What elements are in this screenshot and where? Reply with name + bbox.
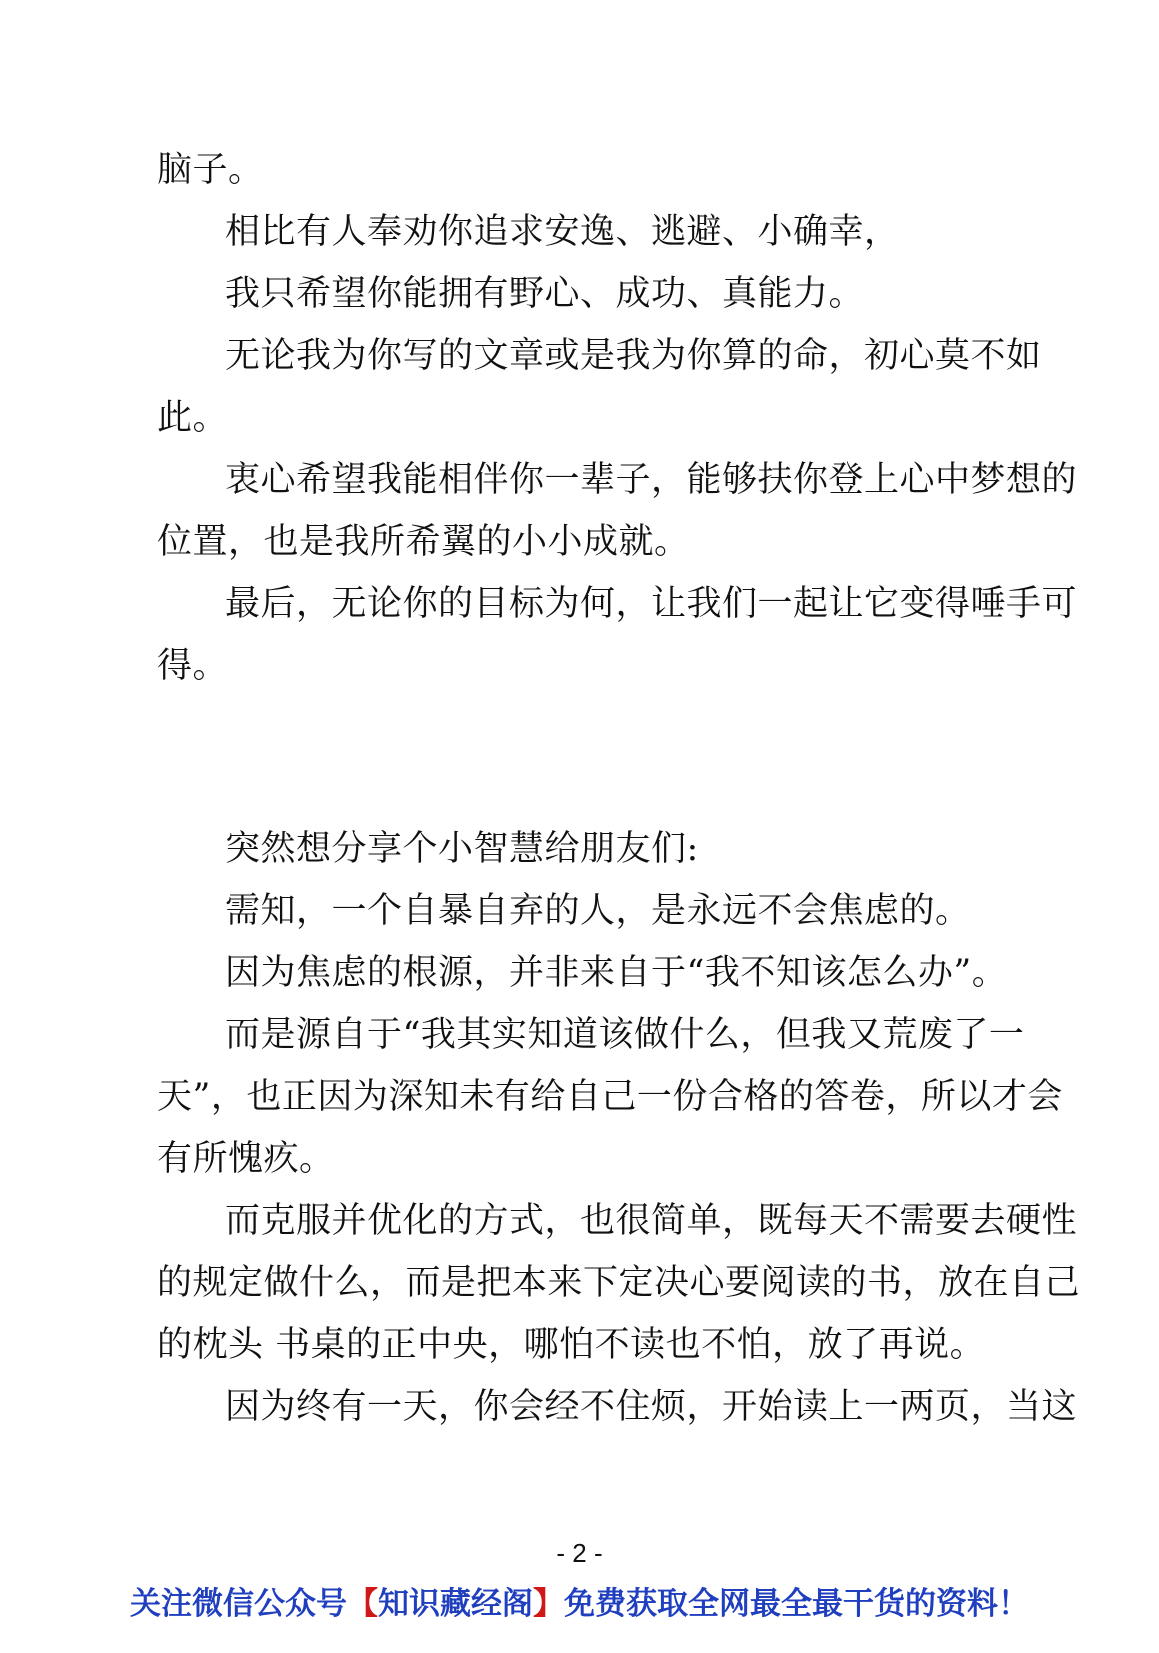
paragraph-line: 我只希望你能拥有野心、成功、真能力。 (225, 274, 865, 314)
footer-bracket-open: 【 (347, 1586, 378, 1622)
paragraph-line: 因为焦虑的根源，并非来自于“我不知该怎么办”。 (225, 953, 1008, 993)
paragraph-line: 得。 (157, 646, 229, 686)
paragraph-line: 衷心希望我能相伴你一辈子，能够扶你登上心中梦想的 (225, 460, 1078, 500)
paragraph-line: 有所愧疚。 (157, 1139, 335, 1179)
footer-prefix: 关注微信公众号 (130, 1586, 347, 1622)
paragraph-line: 脑子。 (157, 150, 264, 190)
paragraph-line: 因为终有一天，你会经不住烦，开始读上一两页，当这 (225, 1387, 1078, 1427)
footer-banner (0, 1584, 1159, 1624)
footer-account-name: 知识藏经阁 (378, 1586, 533, 1622)
paragraph-line: 需知，一个自暴自弃的人，是永远不会焦虑的。 (225, 891, 971, 931)
page-number: - 2 - (556, 1538, 603, 1568)
paragraph-line: 突然想分享个小智慧给朋友们: (225, 829, 699, 869)
paragraph-line: 而克服并优化的方式，也很简单，既每天不需要去硬性 (225, 1201, 1078, 1241)
paragraph-line: 位置，也是我所希翼的小小成就。 (157, 522, 690, 562)
paragraph-line: 天”，也正因为深知未有给自己一份合格的答卷，所以才会 (157, 1077, 1063, 1117)
footer-suffix: 免费获取全网最全最干货的资料！ (564, 1586, 1029, 1622)
paragraph-line: 的枕头 书桌的正中央，哪怕不读也不怕，放了再说。 (157, 1325, 986, 1365)
paragraph-line: 而是源自于“我其实知道该做什么，但我又荒废了一 (225, 1015, 1025, 1055)
footer-bracket-close: 】 (533, 1586, 564, 1622)
paragraph-line: 相比有人奉劝你追求安逸、逃避、小确幸， (225, 212, 900, 252)
paragraph-line: 最后，无论你的目标为何，让我们一起让它变得唾手可 (225, 584, 1078, 624)
paragraph-line: 此。 (157, 398, 229, 438)
paragraph-line: 的规定做什么，而是把本来下定决心要阅读的书，放在自己 (157, 1263, 1081, 1303)
paragraph-line: 无论我为你写的文章或是我为你算的命，初心莫不如 (225, 336, 1042, 376)
